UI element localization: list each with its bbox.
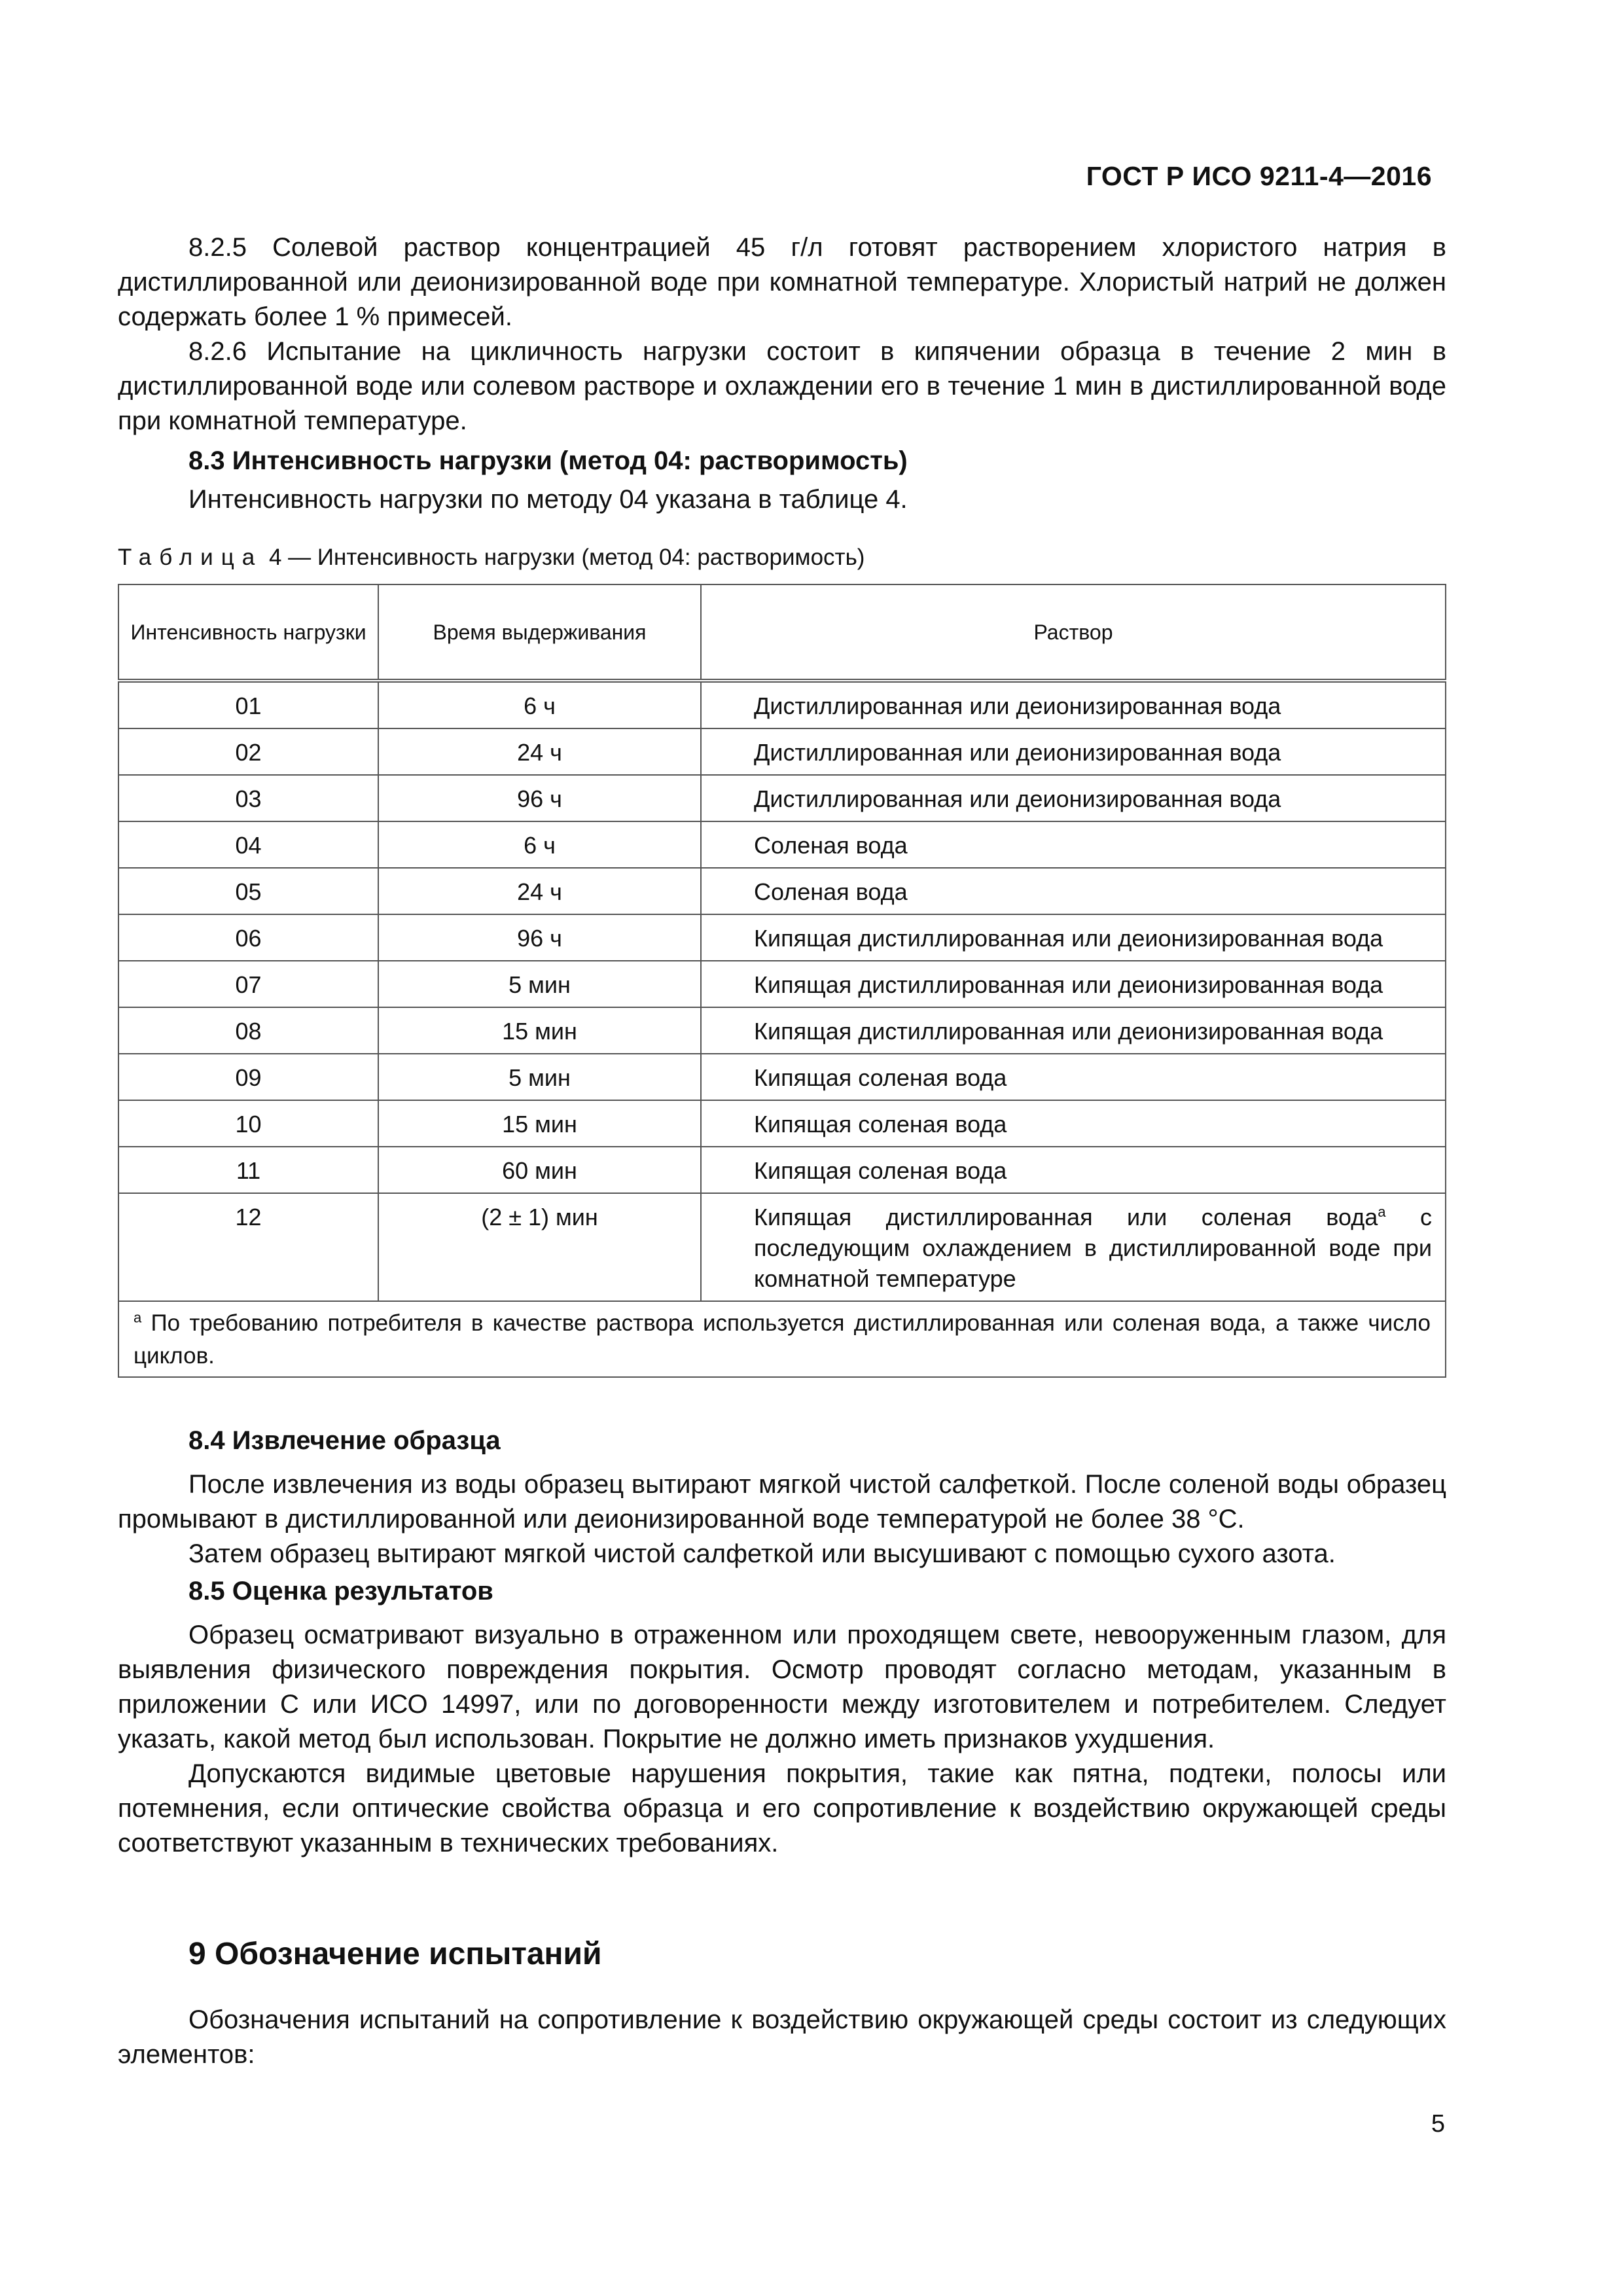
cell-intensity: 07 <box>118 961 378 1007</box>
heading-8-4: 8.4 Извлечение образца <box>188 1426 501 1455</box>
solution-text-part2: с последующим охлаждением в дистиллированной воде при комнатной температуре <box>754 1204 1432 1292</box>
cell-solution <box>701 1193 1446 1301</box>
table-row <box>118 821 1446 868</box>
cell-intensity: 04 <box>118 821 378 868</box>
cell-solution: Дистиллированная или деионизированная вода <box>701 728 1446 775</box>
cell-intensity: 02 <box>118 728 378 775</box>
footnote-marker: a <box>134 1309 142 1326</box>
table-caption-label: Таблица <box>118 545 263 570</box>
cell-time: 24 ч <box>378 868 701 914</box>
document-code-header: ГОСТ Р ИСО 9211-4—2016 <box>1086 161 1432 191</box>
heading-8-3: 8.3 Интенсивность нагрузки (метод 04: растворимость) <box>188 446 908 475</box>
cell-time: 96 ч <box>378 914 701 961</box>
footnote-text: По требованию потребителя в качестве раствора используется дистиллированная или соленая вода, а также число циклов. <box>134 1310 1431 1369</box>
cell-time: (2 ± 1) мин <box>378 1193 701 1301</box>
cell-solution: Соленая вода <box>701 868 1446 914</box>
table-row <box>118 914 1446 961</box>
table-caption-text: 4 — Интенсивность нагрузки (метод 04: растворимость) <box>268 545 865 570</box>
paragraph-8-4-2: Затем образец вытирают мягкой чистой салфеткой или высушивают с помощью сухого азота. <box>188 1539 1336 1568</box>
cell-time: 5 мин <box>378 1054 701 1100</box>
cell-time: 24 ч <box>378 728 701 775</box>
table-row <box>118 1007 1446 1054</box>
cell-solution: Дистиллированная или деионизированная вода <box>701 775 1446 821</box>
table-header-row <box>118 584 1446 681</box>
cell-solution: Кипящая дистиллированная или деионизированная вода <box>701 1007 1446 1054</box>
footnote-reference: a <box>1378 1204 1386 1220</box>
table-4-caption <box>118 543 1446 572</box>
cell-time: 60 мин <box>378 1147 701 1193</box>
header-time: Время выдерживания <box>378 584 701 681</box>
cell-time: 15 мин <box>378 1100 701 1147</box>
cell-intensity: 12 <box>118 1193 378 1301</box>
solution-text-part1: Кипящая дистиллированная или соленая вода <box>754 1204 1378 1230</box>
header-solution: Раствор <box>701 584 1446 681</box>
table-row <box>118 1100 1446 1147</box>
cell-intensity: 03 <box>118 775 378 821</box>
header-intensity: Интенсивность нагрузки <box>118 584 378 681</box>
cell-solution: Кипящая соленая вода <box>701 1054 1446 1100</box>
table-row <box>118 1054 1446 1100</box>
cell-time: 5 мин <box>378 961 701 1007</box>
cell-intensity: 11 <box>118 1147 378 1193</box>
page-number: 5 <box>1431 2110 1445 2138</box>
paragraph-8-2-5: 8.2.5 Солевой раствор концентрацией 45 г/л готовят растворением хлористого натрия в дистиллированной или деионизированной воде при комнатной температуре. Хлористый натрий не должен содержать более 1 % примесей. <box>118 233 1446 331</box>
cell-solution: Кипящая соленая вода <box>701 1100 1446 1147</box>
table-row <box>118 728 1446 775</box>
table-row <box>118 775 1446 821</box>
cell-intensity: 06 <box>118 914 378 961</box>
paragraph-8-5-1: Образец осматривают визуально в отраженном или проходящем свете, невооруженным глазом, для выявления физического повреждения покрытия. Осмотр проводят согласно методам, указанным в приложении С или ИСО 14997, или по договоренности между изготовителем и потребителем. Следует указать, какой метод был использован. Покрытие не должно иметь признаков ухудшения. <box>118 1621 1446 1753</box>
table-4 <box>118 584 1446 1378</box>
cell-solution: Соленая вода <box>701 821 1446 868</box>
cell-time: 6 ч <box>378 681 701 728</box>
table-row <box>118 681 1446 728</box>
cell-intensity: 08 <box>118 1007 378 1054</box>
table-footnote-row <box>118 1301 1446 1377</box>
table-row <box>118 961 1446 1007</box>
paragraph-8-3: Интенсивность нагрузки по методу 04 указана в таблице 4. <box>188 485 908 514</box>
table-row <box>118 1147 1446 1193</box>
cell-time: 15 мин <box>378 1007 701 1054</box>
heading-8-5: 8.5 Оценка результатов <box>188 1577 493 1605</box>
paragraph-8-4-1: После извлечения из воды образец вытирают мягкой чистой салфеткой. После соленой воды образец промывают в дистиллированной или деионизированной воде температурой не более 38 °C. <box>118 1470 1446 1534</box>
table-row <box>118 1193 1446 1301</box>
paragraph-9-1: Обозначения испытаний на сопротивление к воздействию окружающей среды состоит из следующих элементов: <box>118 2005 1446 2069</box>
cell-intensity: 09 <box>118 1054 378 1100</box>
cell-solution: Кипящая дистиллированная или деионизированная вода <box>701 914 1446 961</box>
page-content <box>118 230 1446 2072</box>
cell-intensity: 05 <box>118 868 378 914</box>
cell-time: 6 ч <box>378 821 701 868</box>
table-row <box>118 868 1446 914</box>
cell-solution: Дистиллированная или деионизированная вода <box>701 681 1446 728</box>
paragraph-8-5-2: Допускаются видимые цветовые нарушения покрытия, такие как пятна, подтеки, полосы или потемнения, если оптические свойства образца и его сопротивление к воздействию окружающей среды соответствуют указанным в технических требованиях. <box>118 1759 1446 1857</box>
heading-9: 9 Обозначение испытаний <box>188 1937 602 1971</box>
cell-time: 96 ч <box>378 775 701 821</box>
cell-solution: Кипящая дистиллированная или деионизированная вода <box>701 961 1446 1007</box>
cell-solution: Кипящая соленая вода <box>701 1147 1446 1193</box>
table-footnote <box>118 1301 1446 1377</box>
cell-intensity: 01 <box>118 681 378 728</box>
cell-intensity: 10 <box>118 1100 378 1147</box>
paragraph-8-2-6: 8.2.6 Испытание на цикличность нагрузки состоит в кипячении образца в течение 2 мин в дистиллированной воде или солевом растворе и охлаждении его в течение 1 мин в дистиллированной воде при комнатной температуре. <box>118 337 1446 435</box>
